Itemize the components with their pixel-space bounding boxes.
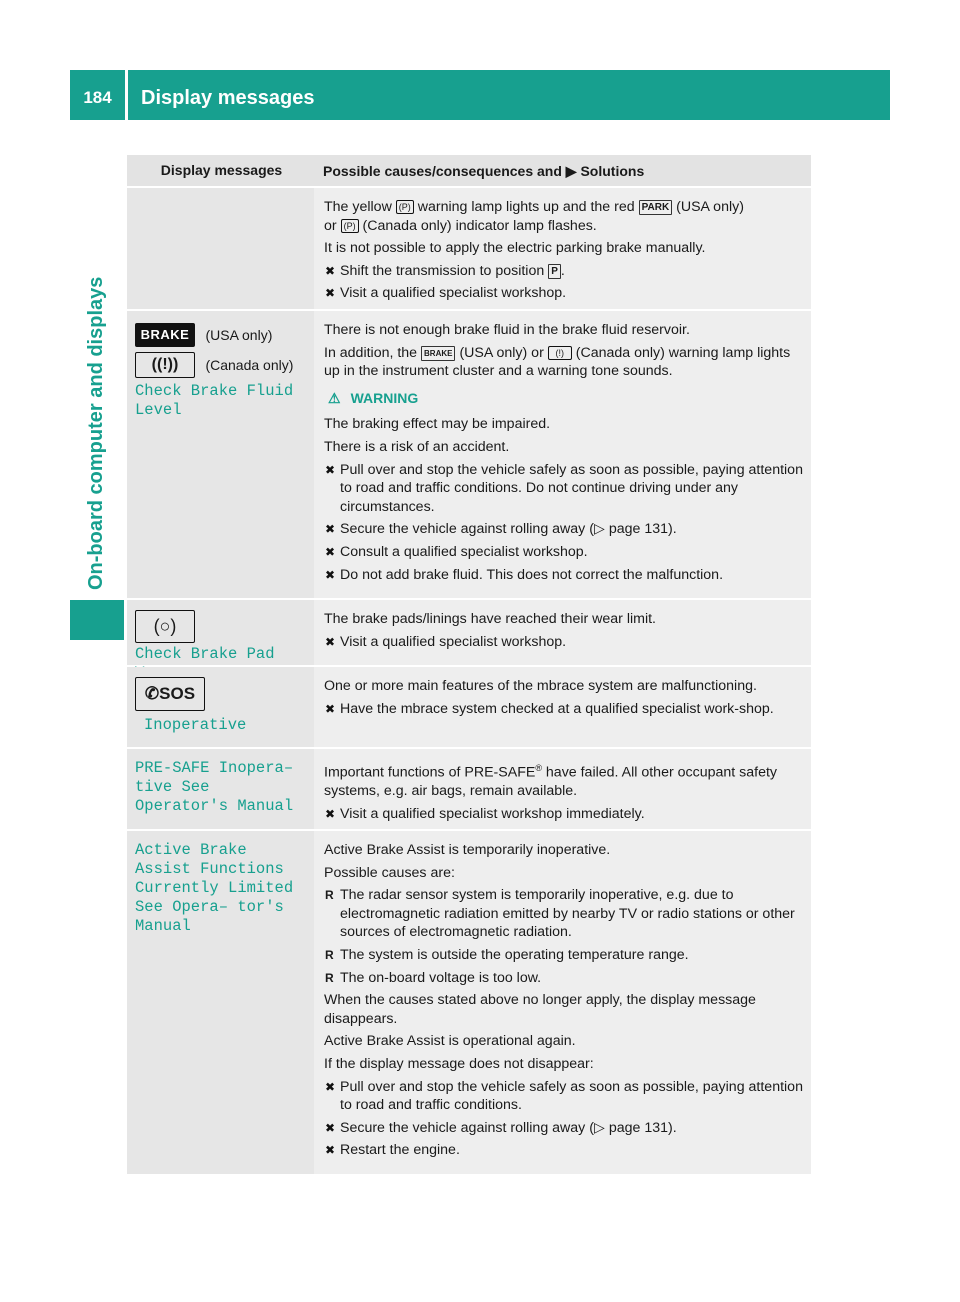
action-arrow-icon: ✖ [325, 522, 336, 537]
list-item [324, 566, 803, 585]
text: have failed. All other occupant safety systems, e.g. air bags, remain available. [324, 764, 777, 800]
action-arrow-icon: ✖ [325, 263, 336, 278]
registered-mark: ® [535, 763, 542, 773]
gear-position-p-icon: P [548, 264, 561, 279]
row-text: There is a risk of an accident. [324, 438, 510, 455]
action-arrow-icon: ✖ [325, 1143, 336, 1158]
text: Have the mbrace system checked at a qualified specialist work-shop. [340, 700, 774, 717]
col-header-causes-text: Possible causes/consequences and [323, 163, 562, 179]
col-header-solutions-text: Solutions [580, 163, 645, 179]
display-message-text: Check Brake Fluid Level [135, 382, 294, 419]
action-arrow-icon: ✖ [325, 1120, 336, 1135]
bullet-r-icon: R [325, 888, 334, 903]
list-item [324, 520, 803, 539]
row-text [324, 198, 803, 235]
action-arrow-icon: ✖ [325, 1079, 336, 1094]
text: (Canada only) indicator lamp flashes. [362, 217, 597, 234]
row-text: One or more main features of the mbrace system are malfunctioning. [324, 678, 757, 694]
list-item [324, 1141, 803, 1160]
brake-indicator-icon: BRAKE [421, 346, 455, 361]
row-message-cell [127, 831, 314, 1174]
col-header-display-messages: Display messages [160, 162, 283, 178]
text: Consult a qualified specialist workshop. [340, 543, 588, 560]
row-text: There is not enough brake fluid in the brake fluid reservoir. [324, 322, 690, 338]
row-message-cell [127, 667, 314, 747]
bullet-r-icon: R [325, 970, 334, 985]
list-item [324, 946, 803, 965]
list-item [324, 886, 803, 942]
row-text: It is not possible to apply the electric parking brake manually. [324, 240, 706, 257]
row-text: If the display message does not disappear: [324, 1055, 594, 1072]
text: (Canada only) warning lamp lights up in the instrument cluster and a warning tone sounds. [324, 344, 791, 380]
row-message-cell [127, 600, 314, 665]
action-arrow-icon: ✖ [325, 634, 336, 649]
warning-label: WARNING [350, 389, 419, 406]
page-ref-icon: ▷ [593, 521, 605, 538]
text: Secure the vehicle against rolling away ( [340, 1119, 594, 1136]
action-arrow-icon: ✖ [325, 567, 336, 582]
text: The radar sensor system is temporarily inoperative, e.g. due to electromagnetic radiation emitted by nearby TV or radio stations or other sources of electromagnetic radiation. [340, 887, 795, 941]
display-messages-table [127, 155, 811, 1174]
page-reference-link[interactable]: page 131). [608, 521, 677, 538]
text: Secure the vehicle against rolling away ( [340, 521, 594, 538]
list-item [324, 969, 803, 988]
page-number: 184 [83, 88, 112, 107]
text: Visit a qualified specialist workshop immediately. [340, 805, 645, 822]
table-row [127, 665, 811, 747]
list-item [324, 700, 803, 719]
usa-only-label: (USA only) [205, 327, 273, 343]
action-arrow-icon: ✖ [325, 462, 336, 477]
brake-canada-indicator-icon: (!) [548, 346, 572, 360]
text: Pull over and stop the vehicle safely as soon as possible, paying attention to road and traffic conditions. [340, 1078, 803, 1114]
list-item [324, 543, 803, 562]
warning-heading [324, 389, 803, 408]
row-text: Active Brake Assist is operational again. [324, 1033, 576, 1050]
solutions-arrow-icon: ▶ [565, 163, 577, 179]
row-text: Active Brake Assist is temporarily inoperative. [324, 842, 611, 858]
text: Pull over and stop the vehicle safely as soon as possible, paying attention to road and traffic conditions. Do not continue driving under any circumstances. [340, 461, 803, 515]
row-text: When the causes stated above no longer apply, the display message disappears. [324, 992, 756, 1027]
action-arrow-icon: ✖ [325, 701, 336, 716]
row-solution-cell [314, 667, 811, 747]
list-item [324, 1119, 803, 1138]
brake-usa-line [135, 323, 306, 347]
text: Do not add brake fluid. This does not correct the malfunction. [340, 566, 724, 583]
row-solution-cell [314, 749, 811, 829]
text: or [324, 217, 337, 234]
row-solution-cell [314, 600, 811, 665]
row-text [324, 759, 803, 801]
row-message-cell [127, 311, 314, 598]
action-arrow-icon: ✖ [325, 806, 336, 821]
table-row [127, 747, 811, 829]
row-solution-cell [314, 311, 811, 598]
canada-only-label: (Canada only) [205, 357, 294, 373]
sos-icon-text: SOS [159, 684, 196, 703]
display-message-text: Active Brake Assist Functions Currently Limited See Opera– tor's Manual [135, 841, 294, 935]
row-message-cell [127, 749, 314, 829]
brake-fluid-canada-icon: ((!)) [135, 352, 195, 378]
table-row [127, 598, 811, 665]
row-text [324, 344, 803, 381]
brake-canada-line [135, 352, 306, 378]
page-ref-icon: ▷ [593, 1119, 605, 1136]
section-side-label: On-board computer and displays [85, 276, 107, 590]
row-solution-cell [314, 831, 811, 1174]
text: (USA only) [676, 199, 744, 215]
row-text: The brake pads/linings have reached their wear limit. [324, 611, 656, 627]
text: The on-board voltage is too low. [340, 969, 542, 986]
text: Shift the transmission to position [340, 262, 545, 279]
page-reference-link[interactable]: page 131). [608, 1119, 677, 1136]
list-item [324, 633, 803, 652]
parking-brake-warning-icon: (P) [396, 200, 414, 214]
display-message-text: PRE-SAFE Inopera– tive See Operator's Manual [135, 759, 294, 815]
row-message-cell [127, 188, 314, 309]
list-item [324, 805, 803, 824]
display-message-text: Check Brake Pad [135, 645, 275, 663]
parking-brake-canada-icon: (P) [341, 219, 359, 233]
row-text: The braking effect may be impaired. [324, 416, 551, 433]
text: (USA only) or [459, 344, 544, 361]
row-text: Possible causes are: [324, 864, 455, 881]
brake-pad-wear-icon: (○) [135, 610, 195, 643]
section-tab-marker [70, 600, 124, 640]
row-solution-cell [314, 188, 811, 309]
col-header-causes [314, 155, 811, 186]
text: Important functions of PRE-SAFE [324, 764, 536, 781]
text: warning lamp lights up and the red [417, 199, 635, 215]
page-title: Display messages [141, 87, 315, 109]
bullet-r-icon: R [325, 947, 334, 962]
text: In addition, the [324, 344, 418, 361]
display-message-text: Inoperative [144, 716, 247, 734]
header-divider [125, 70, 128, 120]
table-header [127, 155, 811, 186]
list-item [324, 284, 803, 303]
table-row [127, 186, 811, 309]
sos-phone-icon: ✆SOS [135, 677, 205, 711]
action-arrow-icon: ✖ [325, 544, 336, 559]
table-row [127, 829, 811, 1174]
action-arrow-icon: ✖ [325, 286, 336, 301]
park-indicator-icon: PARK [639, 200, 673, 215]
text: The system is outside the operating temperature range. [340, 946, 689, 963]
warning-triangle-icon: ⚠ [328, 389, 341, 406]
text: Visit a qualified specialist workshop. [340, 633, 567, 650]
text: Visit a qualified specialist workshop. [340, 285, 567, 302]
list-item [324, 1078, 803, 1115]
brake-warning-icon: BRAKE [135, 323, 195, 347]
text: The yellow [324, 199, 392, 215]
text: . [560, 262, 565, 279]
table-row [127, 309, 811, 598]
list-item [324, 262, 803, 281]
list-item [324, 461, 803, 517]
text: Restart the engine. [340, 1142, 460, 1159]
